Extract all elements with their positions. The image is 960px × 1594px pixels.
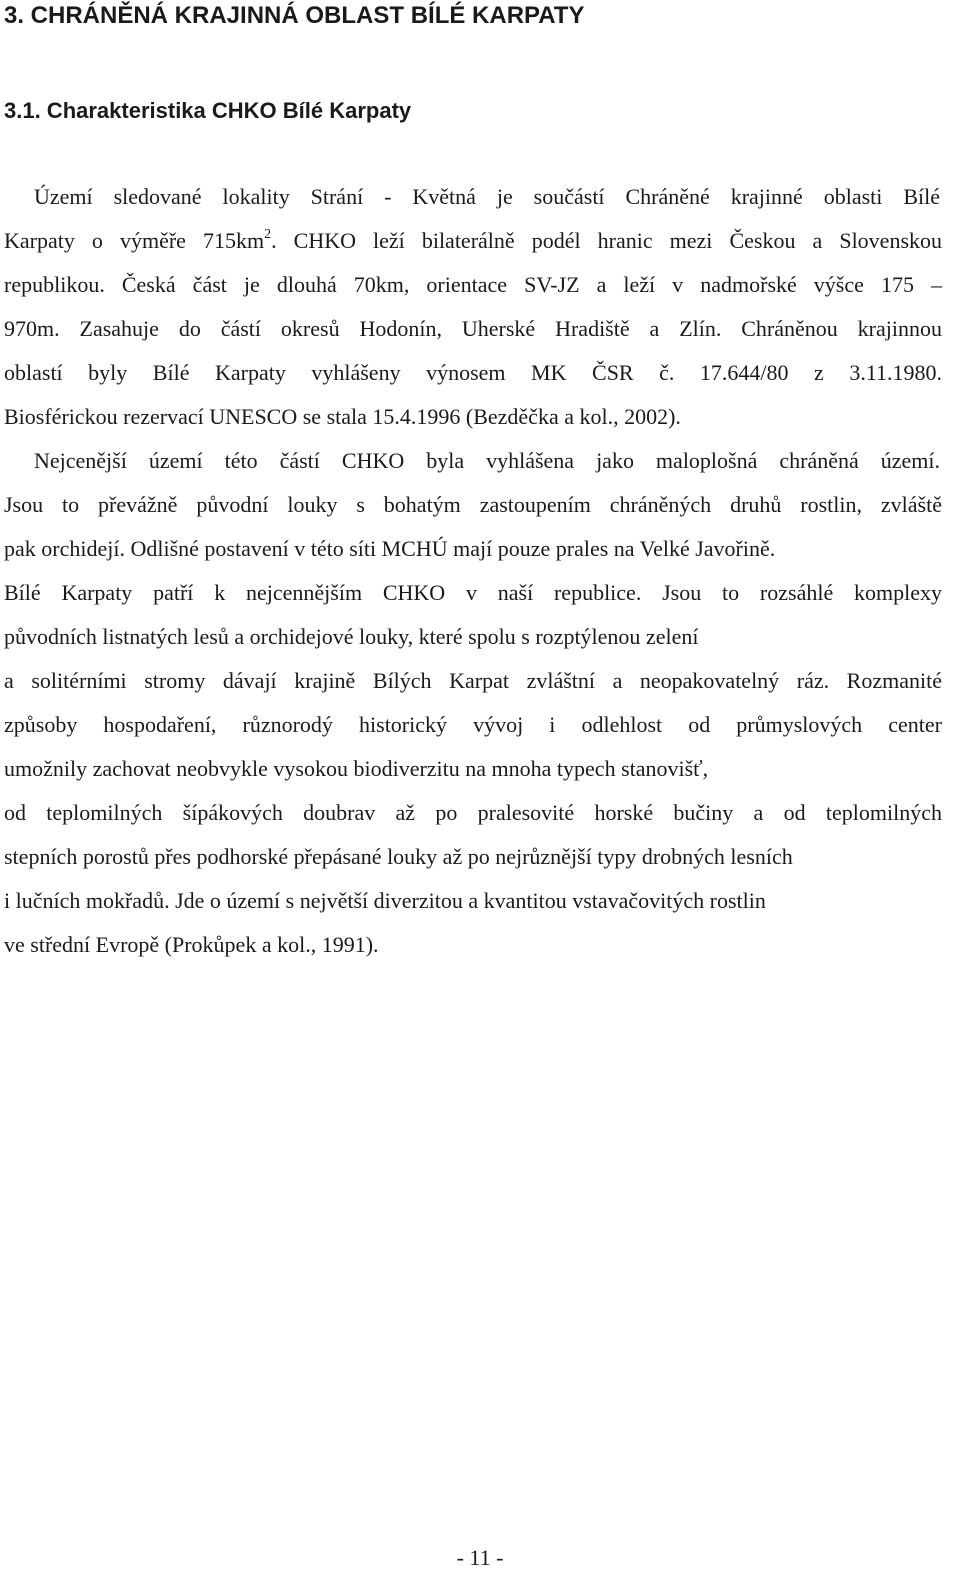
section-heading: 3.1. Charakteristika CHKO Bílé Karpaty — [4, 98, 412, 123]
text-line: Biosférickou rezervací UNESCO se stala 15.4.1996 (Bezděčka a kol., 2002). — [4, 404, 681, 429]
text-line: Bílé Karpaty patří k nejcennějším CHKO v naší republice. Jsou to rozsáhlé komplexy — [4, 580, 942, 605]
text-segment: . CHKO leží bilaterálně podél hranic mezi Českou a Slovenskou — [271, 228, 943, 253]
text-line: Jsou to převážně původní louky s bohatým zastoupením chráněných druhů rostlin, zvláště — [4, 492, 942, 517]
text-segment: Karpaty o výměře 715km — [4, 228, 265, 253]
text-line: Nejcenější území této částí CHKO byla vyhlášena jako maloplošná chráněná území. — [34, 448, 940, 473]
text-line: způsoby hospodaření, různorodý historický vývoj i odlehlost od průmyslových center — [4, 712, 942, 737]
superscript: 2 — [264, 226, 272, 242]
text-line: a solitérními stromy dávají krajině Bílých Karpat zvláštní a neopakovatelný ráz. Rozmanité — [4, 668, 942, 693]
text-line: pak orchidejí. Odlišné postavení v této síti MCHÚ mají pouze prales na Velké Javořině. — [4, 536, 776, 561]
chapter-heading: 3. CHRÁNĚNÁ KRAJINNÁ OBLAST BÍLÉ KARPATY — [4, 2, 585, 29]
text-line: původních listnatých lesů a orchidejové louky, které spolu s rozptýlenou zelení — [4, 624, 699, 649]
text-line: i lučních mokřadů. Jde o území s největší diverzitou a kvantitou vstavačovitých rostlin — [4, 888, 766, 913]
text-line: 970m. Zasahuje do částí okresů Hodonín, Uherské Hradiště a Zlín. Chráněnou krajinnou — [4, 316, 942, 341]
text-line: republikou. Česká část je dlouhá 70km, orientace SV-JZ a leží v nadmořské výšce 175 – — [4, 272, 942, 297]
text-line — [4, 226, 942, 256]
page-number: - 11 - — [456, 1545, 504, 1570]
text-line: umožnily zachovat neobvykle vysokou biodiverzitu na mnoha typech stanovišť, — [4, 756, 709, 781]
text-line: od teplomilných šípákových doubrav až po pralesovité horské bučiny a od teplomilných — [4, 800, 942, 825]
text-line: oblastí byly Bílé Karpaty vyhlášeny výnosem MK ČSR č. 17.644/80 z 3.11.1980. — [4, 360, 942, 385]
text-line: ve střední Evropě (Prokůpek a kol., 1991). — [4, 932, 379, 957]
text-line: stepních porostů přes podhorské přepásané louky až po nejrůznější typy drobných lesních — [4, 844, 793, 869]
text-line: Území sledované lokality Strání - Květná je součástí Chráněné krajinné oblasti Bílé — [34, 184, 940, 209]
